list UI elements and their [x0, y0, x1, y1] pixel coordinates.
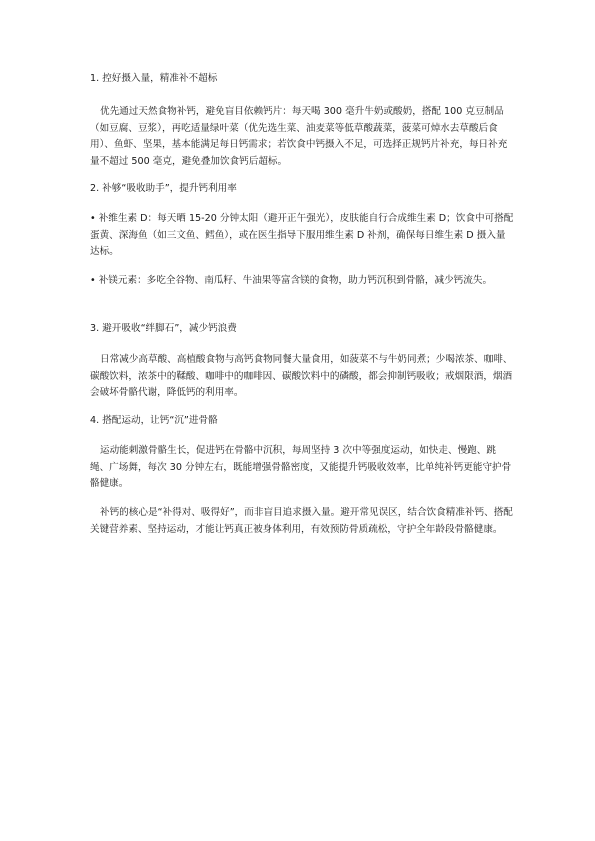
section-3-heading: 3. 避开吸收“绊脚石”，减少钙浪费 — [90, 323, 237, 334]
section-2-bullet-vitamin-d: • 补维生素 D：每天晒 15-20 分钟太阳（避开正午强光），皮肤能自行合成维生素 D；饮食中可搭配蛋黄、深海鱼（如三文鱼、鳕鱼），或在医生指导下服用维生素 D 补剂，确保每日维生素 D 摄入量达标。 — [90, 213, 514, 257]
summary-paragraph: 补钙的核心是“补得对、吸得好”，而非盲目追求摄入量。避开常见误区，结合饮食精准补钙、搭配关键营养素、坚持运动，才能让钙真正被身体利用，有效预防骨质疏松，守护全年龄段骨骼健康。 — [90, 507, 513, 535]
section-1-paragraph: 优先通过天然食物补钙，避免盲目依赖钙片：每天喝 300 毫升牛奶或酸奶，搭配 100 克豆制品（如豆腐、豆浆），再吃适量绿叶菜（优先选生菜、油麦菜等低草酸蔬菜，菠菜可焯水去草酸后食用）、鱼虾、坚果，基本能满足每日钙需求；若饮食中钙摄入不足，可选择正规钙片补充，每日补充量不超过 500 毫克，避免叠加饮食钙后超标。 — [90, 106, 508, 167]
section-3-paragraph: 日常减少高草酸、高植酸食物与高钙食物同餐大量食用，如菠菜不与牛奶同煮；少喝浓茶、咖啡、碳酸饮料，浓茶中的鞣酸、咖啡中的咖啡因、碳酸饮料中的磷酸，都会抑制钙吸收；戒烟限酒，烟酒会破坏骨骼代谢，降低钙的利用率。 — [90, 354, 513, 398]
section-1-heading: 1. 控好摄入量，精准补不超标 — [90, 73, 218, 84]
section-4-heading: 4. 搭配运动，让钙“沉”进骨骼 — [90, 415, 218, 426]
section-2-heading: 2. 补够“吸收助手”，提升钙利用率 — [90, 183, 237, 194]
section-4-paragraph: 运动能刺激骨骼生长，促进钙在骨骼中沉积，每周坚持 3 次中等强度运动，如快走、慢跑、跳绳、广场舞，每次 30 分钟左右，既能增强骨骼密度，又能提升钙吸收效率，比单纯补钙更能守护骨骼健康。 — [90, 445, 512, 489]
section-2-bullet-magnesium: • 补镁元素：多吃全谷物、南瓜籽、牛油果等富含镁的食物，助力钙沉积到骨骼，减少钙流失。 — [90, 275, 493, 286]
